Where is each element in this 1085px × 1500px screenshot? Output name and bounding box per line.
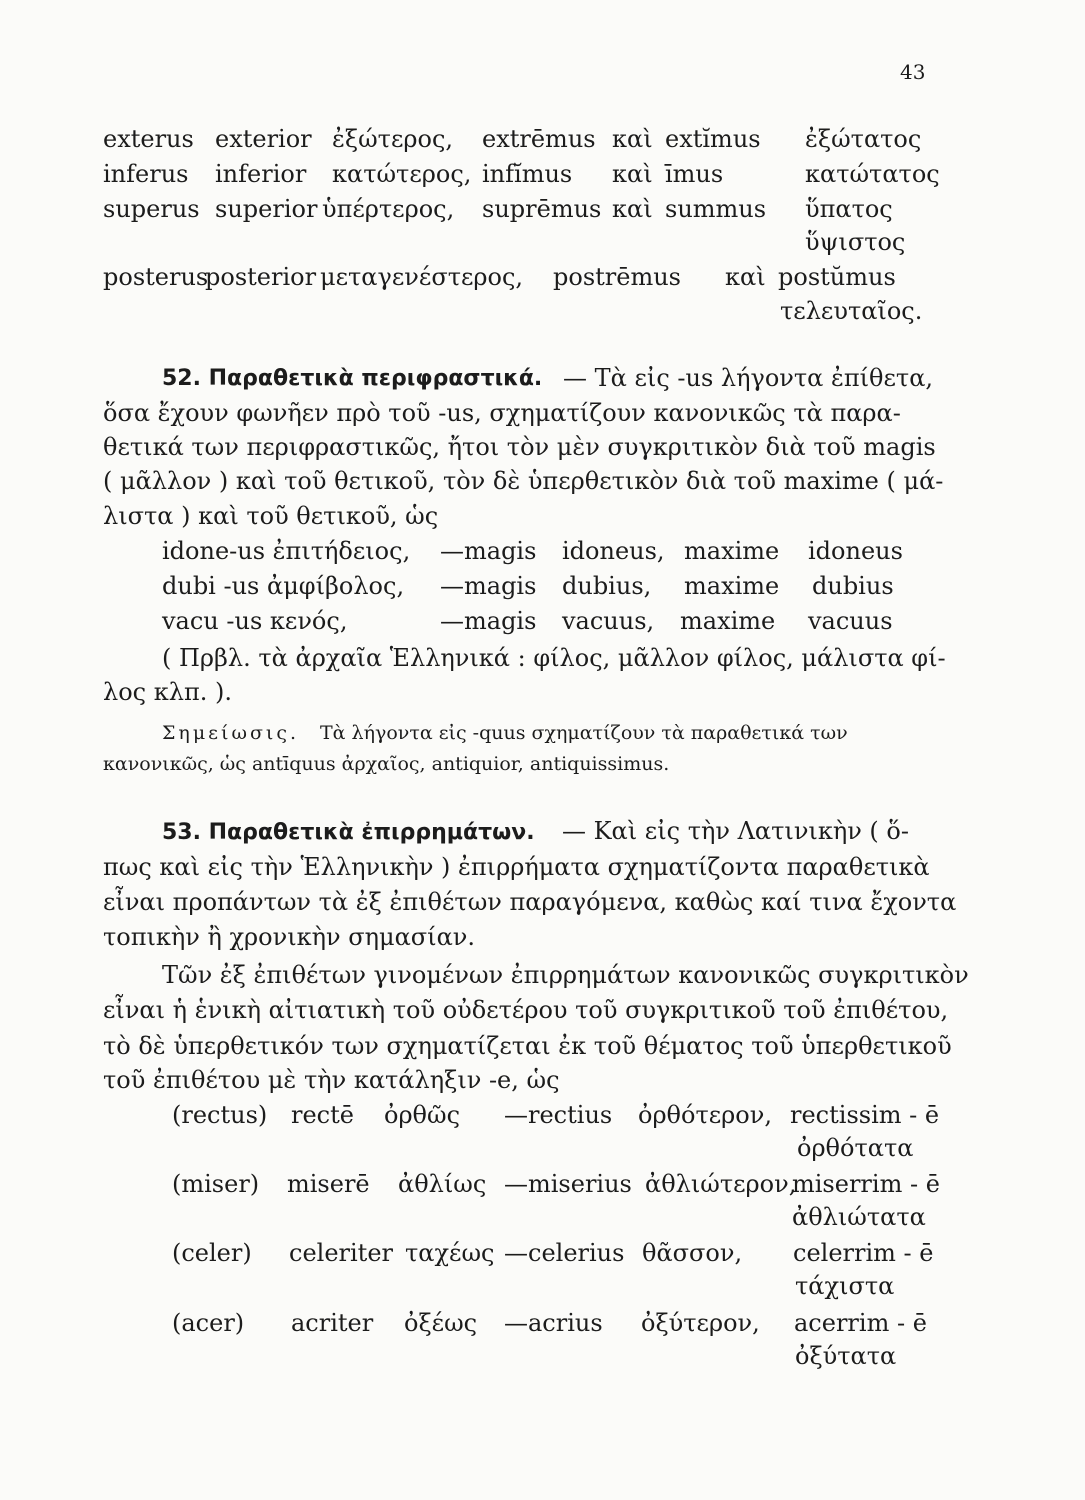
adverb-cell: ὀρθῶς (384, 1101, 461, 1129)
table-cell: κατώτατος (805, 160, 940, 188)
table-cell: inferior (215, 160, 307, 188)
body-line: — Τὰ εἰς -us λήγοντα ἐπίθετα, (563, 364, 934, 392)
adverb-cell: —acrius (504, 1309, 603, 1337)
adverb-cell: ἀθλίως (398, 1170, 487, 1198)
table-cell: μεταγενέστερος, (320, 263, 524, 291)
example-cell: maxime (680, 607, 776, 635)
example-cell: vacu -us κενός, (162, 607, 348, 635)
adverb-cell: ἀθλιώτατα (792, 1203, 926, 1231)
adverb-cell: (celer) (172, 1239, 252, 1267)
example-cell: maxime (684, 537, 780, 565)
table-cell: ὕψιστος (805, 228, 906, 256)
adverb-cell: ὀρθότατα (797, 1134, 914, 1162)
adverb-cell: rectē (291, 1101, 354, 1129)
adverb-cell: miserrim - ē (792, 1170, 940, 1198)
table-cell: postŭmus (778, 263, 896, 291)
body-line: ( μᾶλλον ) καὶ τοῦ θετικοῦ, τὸν δὲ ὑπερθετικὸν διὰ τοῦ maxime ( μά- (103, 467, 944, 495)
remark-label: Σημείωσις. (162, 722, 300, 744)
table-cell: postrēmus (553, 263, 681, 291)
adverb-cell: (rectus) (172, 1101, 268, 1129)
adverb-cell: celerrim - ē (793, 1239, 934, 1267)
section-heading: 52. Παραθετικὰ περιφραστικά. (162, 366, 543, 391)
table-cell: suprēmus (482, 195, 602, 223)
table-cell: καὶ (612, 195, 653, 223)
table-cell: superus (103, 195, 200, 223)
example-cell: —magis (440, 607, 537, 635)
adverb-cell: —rectius (504, 1101, 613, 1129)
adverb-cell: miserē (287, 1170, 370, 1198)
example-cell: —magis (440, 537, 537, 565)
adverb-cell: τάχιστα (795, 1272, 895, 1300)
adverb-cell: —miserius (504, 1170, 632, 1198)
table-cell: κατώτερος, (332, 160, 472, 188)
table-cell: extĭmus (665, 125, 761, 153)
body-line: λιστα ) καὶ τοῦ θετικοῦ, ὡς (103, 502, 439, 530)
adverb-cell: acerrim - ē (794, 1309, 927, 1337)
table-cell: infĭmus (482, 160, 573, 188)
example-cell: idone-us ἐπιτήδειος, (162, 537, 411, 565)
table-cell: τελευταῖος. (780, 297, 923, 325)
body-line: εἶναι ἡ ἑνικὴ αἰτιατικὴ τοῦ οὐδετέρου τοῦ συγκριτικοῦ τοῦ ἐπιθέτου, (103, 996, 949, 1024)
table-cell: ὑπέρτερος, (322, 195, 455, 223)
example-cell: —magis (440, 572, 537, 600)
body-line: πως καὶ εἰς τὴν Ἑλληνικὴν ) ἐπιρρήματα σχηματίζοντα παραθετικὰ (103, 853, 930, 881)
example-cell: dubius (812, 572, 894, 600)
example-cell: dubius, (562, 572, 652, 600)
body-line: εἶναι προπάντων τὰ ἐξ ἐπιθέτων παραγόμενα, καθὼς καί τινα ἔχοντα (103, 888, 957, 916)
table-cell: posterior (205, 263, 317, 291)
table-cell: καὶ (612, 160, 653, 188)
table-cell: exterior (215, 125, 312, 153)
table-cell: ὕπατος (805, 195, 893, 223)
body-line: τὸ δὲ ὑπερθετικόν των σχηματίζεται ἐκ τοῦ θέματος τοῦ ὑπερθετικοῦ (103, 1032, 952, 1060)
adverb-cell: celeriter (289, 1239, 393, 1267)
table-cell: extrēmus (482, 125, 596, 153)
table-cell: καὶ (612, 125, 653, 153)
adverb-cell: ὀρθότερον, (638, 1101, 772, 1129)
adverb-cell: rectissim - ē (790, 1101, 940, 1129)
adverb-cell: —celerius (504, 1239, 625, 1267)
page-number: 43 (900, 60, 926, 84)
example-cell: dubi -us ἀμφίβολος, (162, 572, 405, 600)
table-cell: ἐξώτερος, (332, 125, 454, 153)
table-cell: καὶ (725, 263, 766, 291)
adverb-cell: ἀθλιώτερον, (645, 1170, 797, 1198)
example-cell: idoneus, (562, 537, 665, 565)
body-line: τοῦ ἐπιθέτου μὲ τὴν κατάληξιν -e, ὡς (103, 1066, 560, 1094)
adverb-cell: (acer) (172, 1309, 245, 1337)
table-cell: inferus (103, 160, 189, 188)
body-line: ( Πρβλ. τὰ ἀρχαῖα Ἑλληνικά : φίλος, μᾶλλον φίλος, μάλιστα φί- (162, 644, 946, 672)
table-cell: ἐξώτατος (805, 125, 922, 153)
body-line: Τῶν ἐξ ἐπιθέτων γινομένων ἐπιρρημάτων κανονικῶς συγκριτικὸν (162, 961, 969, 989)
table-cell: exterus (103, 125, 194, 153)
table-cell: superior (215, 195, 318, 223)
table-cell: summus (665, 195, 767, 223)
remark-line: κανονικῶς, ὡς antīquus ἀρχαῖος, antiquior, antiquissimus. (103, 753, 670, 775)
adverb-cell: acriter (291, 1309, 374, 1337)
adverb-cell: (miser) (172, 1170, 260, 1198)
example-cell: vacuus, (562, 607, 655, 635)
body-line: ὅσα ἔχουν φωνῆεν πρὸ τοῦ -us, σχηματίζουν κανονικῶς τὰ παρα- (103, 399, 901, 427)
body-line: λος κλπ. ). (103, 678, 232, 706)
body-line: θετικά των περιφραστικῶς, ἤτοι τὸν μὲν συγκριτικὸν διὰ τοῦ magis (103, 433, 936, 461)
adverb-cell: ὀξύτατα (795, 1342, 897, 1370)
body-line: τοπικὴν ἢ χρονικὴν σημασίαν. (103, 923, 475, 951)
adverb-cell: θᾶσσον, (642, 1239, 743, 1267)
example-cell: vacuus (808, 607, 893, 635)
adverb-cell: ὀξέως (404, 1309, 478, 1337)
example-cell: idoneus (808, 537, 903, 565)
adverb-cell: ταχέως (405, 1239, 495, 1267)
body-line: — Καὶ εἰς τὴν Λατινικὴν ( ὅ- (562, 817, 909, 845)
example-cell: maxime (684, 572, 780, 600)
table-cell: īmus (665, 160, 724, 188)
table-cell: posterus (103, 263, 209, 291)
adverb-cell: ὀξύτερον, (641, 1309, 760, 1337)
remark-line: Τὰ λήγοντα εἰς -quus σχηματίζουν τὰ παραθετικά των (320, 722, 848, 744)
section-heading: 53. Παραθετικὰ ἐπιρρημάτων. (162, 820, 535, 845)
